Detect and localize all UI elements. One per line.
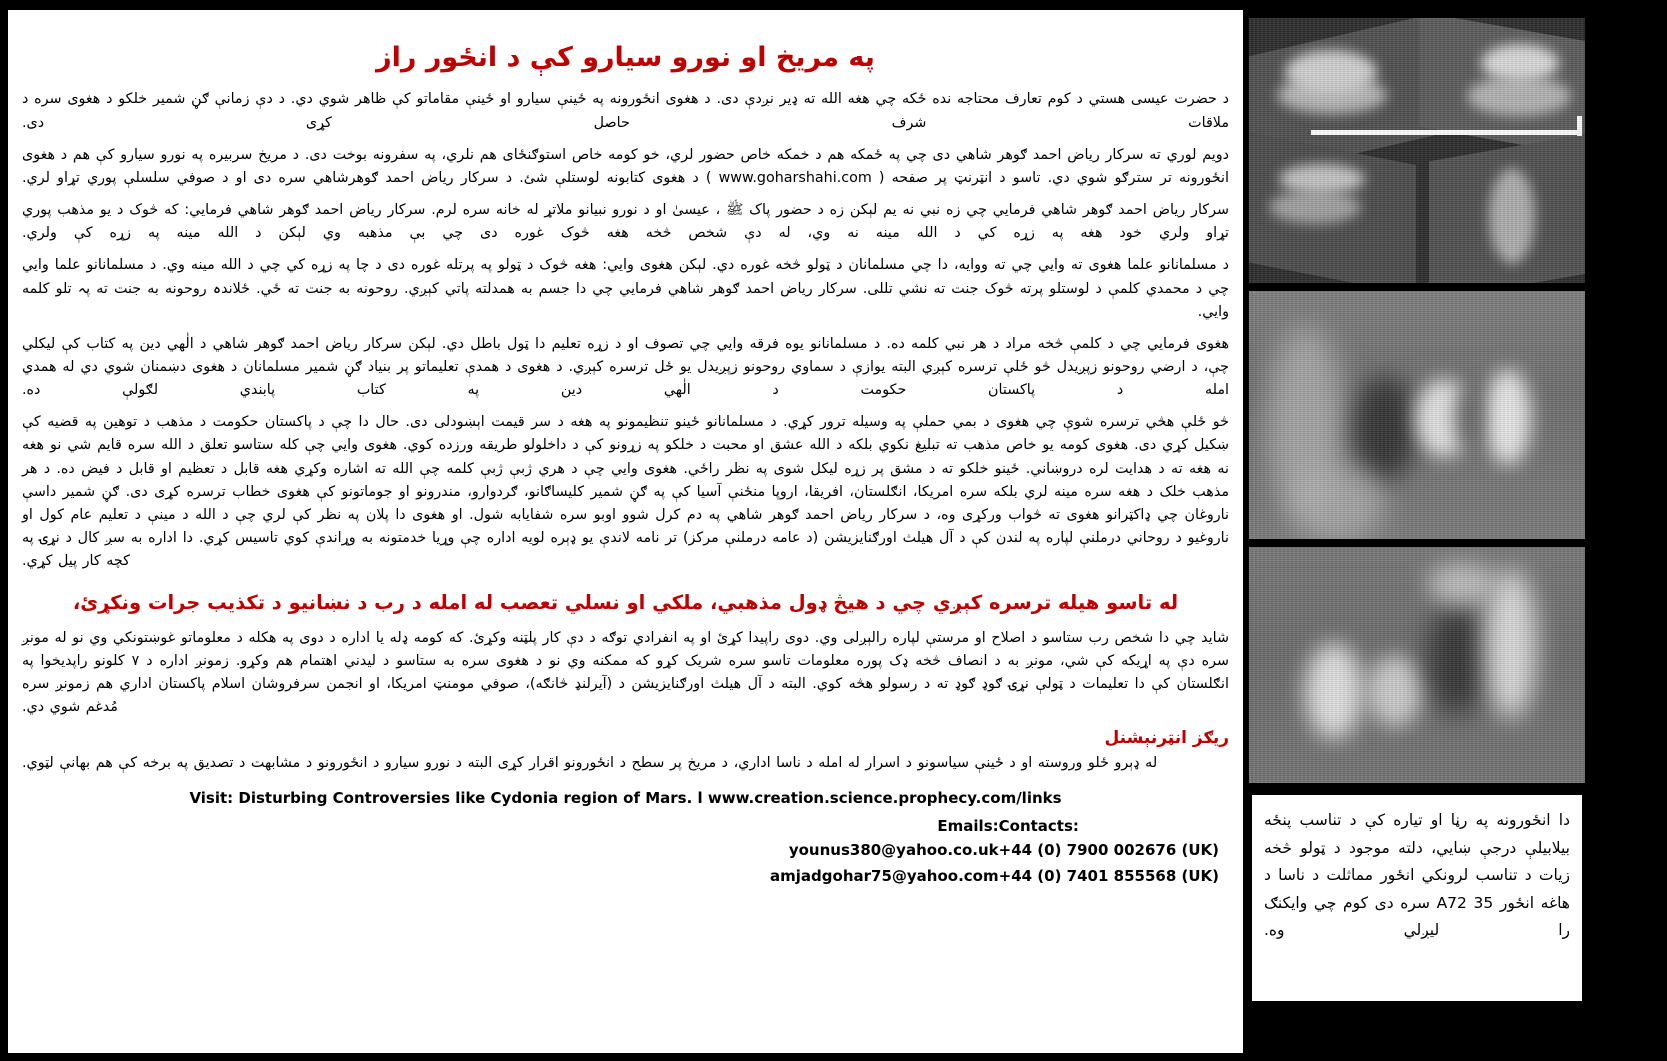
contact-row-2: [770, 863, 1219, 889]
contact-row-1: [770, 837, 1219, 863]
document-column: [8, 10, 1243, 1053]
paragraph-after-heading: شايد چي دا شخص رب ستاسو د اصلاح او مرستې لپاره رالېږلی وي. دوی راپيدا کړئ او په انفرادي توګه د دې کار پلټنه وکړئ. که کومه ډله يا اداره د دوی په هکله د معلوماتو غوښتونکي وي نو له مونږ سره دې په اړيکه کې شي، مونږ به د انصاف څخه ډک پوره معلومات تاسو سره شريک کړو که ممکنه وي نو د هغوی سره به ستاسو د ليدني اهتمام هم وکړو. زمونږ اداره د ۷ کلونو راپديخوا په انګلستان کې دا تعليمات د ټولې نړۍ ګوډ ګوډ ته د رسولو هڅه کوي. البته د آل هيلث اورګنايزيشن د (آيرلنډ څانګه)، صوفي مومنټ امريکا، او انجمن سرفروشان اسلام پاکستان اداري هم زمونږ سره مُدغم شوي دي.: [22, 629, 1229, 716]
email-value-2[interactable]: amjadgohar75@yahoo.com: [770, 867, 999, 886]
phone-value-2: +44 (0) 7401 855568 (UK): [998, 867, 1219, 886]
red-heading: له تاسو هيله ترسره کېږي چي د هيڅ ډول مذهبي، ملکي او نسلي تعصب له امله د رب د نښانيو د تکذيب جرات ونکړئ،: [72, 591, 1179, 615]
contact-table: [770, 813, 1219, 889]
email-value-1[interactable]: younus380@yahoo.co.uk: [788, 841, 999, 860]
mars-face-photo-2: [1249, 547, 1585, 783]
emails-column-header: Emails:: [937, 817, 999, 836]
image-rail: [1249, 8, 1661, 1053]
contacts-column-header: Contacts:: [998, 817, 1079, 836]
final-paragraph: له ډېرو ځلو وروسته او د ځينې سياسونو د اسرار له امله د ناسا اداري، د مريخ پر سطح د انځورونو اقرار کړی البته د نورو سيارو د انځورونو د مشابهت د تصديق په برخه کې هم بهانې لټوي.: [22, 755, 1158, 772]
contact-table-header-row: [770, 813, 1219, 837]
page-title: په مريخ او نورو سيارو کې د انځور راز: [376, 42, 875, 73]
phone-value-1: +44 (0) 7900 002676 (UK): [998, 841, 1219, 860]
visit-link-line[interactable]: Visit: Disturbing Controversies like Cydonia region of Mars. l www.creation.science.prophecy.com/links: [189, 789, 1062, 808]
paragraph-3: سرکار رياض احمد ګوهر شاهي فرمايي چي زه نبي نه يم لېکن زه د حضور پاک ﷺ ، عيسىٰ او د نورو نبيانو ملاتړ له خانه سره لرم. سرکار رياض احمد ګوهر شاهي فرمايي: که څوک د يو مذهب پوري تړاو ولري خود هغه په زړه کي د الله مينه نه وي، له دې شخص څخه هغه څوک غوره دی چي بې مذهبه وي لېکن د الله مينه په زړه کې ولري.: [22, 202, 1229, 242]
mars-face-photo-1: [1249, 291, 1585, 539]
paragraph-2: دويم لوري ته سرکار رياض احمد ګوهر شاهي دی چي په ځمکه هم د خمکه خاص حضور لري، خو کومه خاص استوګنځای هم نلري، په سفرونه بوخت دی. د مريخ سربيره په نورو سيارو کې هم د هغوی انځورونه تر سترګو شوي دي. تاسو د انټرنټ پر صفحه ( www.goharshahi.com ) د هغوی کتابونه لوستلې شئ. د سرکار رياض احمد ګوهرشاهي سره دی او د صوفي سلسلې پوري تړاو لري.: [22, 146, 1229, 186]
paragraph-6: څو ځلې هڅي ترسره شوې چي هغوی د بمي حملې په وسيله ترور کړي. د مسلمانانو ځينو تنظيمونو په هغه د سر قيمت اېښودلی دی. حال دا چې د پاکستان حکومت د مذهب د توهين په قضيه کې ښکيل کړي دی. هغوی کومه يو خاص مذهب ته تبليغ نکوي بلکه د الله عشق او محبت د خلکو په زړونو کې د داخلولو طريقه ورزده کوي. هغوی وايي چې کله ستاسو تعلق د الله سره قايم شي نو هغه نه هغه ته د هدايت لره دروښاني. ځينو خلکو ته د مشق پر زړه ليکل شوی په نظر راځي. هغوی وايي چې د هري ژبې ژبې کلمه چې الله ته اشاره وکړي هغه قابل د تعظيم او قابل د فيض ده. د هر مذهب خلک د هغه سره مينه لري بلکه سره امريکا، انګلستان، افريقا، اروپا منځنې آسيا کې په ګڼ شمير کليساګانو، ګردوارو، مندرونو او جوماتونو کې هغوی خطاب ترسره کړی دی. ګڼ شمير داسې ناروغان چي ډاکټرانو هغوی ته څواب ورکړی وه، د سرکار رياض احمد ګوهر شاهي په دم کرل شوو اوبو سره شفايابه شول. او هغوی دا پلان په نظر کې لري چې د الله د مينې د تعليم عام کول او ناروغيو د روحاني درملنې لپاره په لندن کې د آل هيلث اورګنايزيشن (د عامه درملنې مرکز) تر نامه لاندې يو ډېره لويه اداره چې وړيا خدمتونه به وړاندې کوي تاسيس کړي. دا اداره به سږ کال د نړۍ په کچه کار پيل کړي.: [22, 414, 1229, 570]
caption-box: [1249, 792, 1585, 1004]
red-subheading: ريګز انټرنېشنل: [1104, 728, 1229, 749]
paragraph-5: هغوی فرمايي چي د کلمې څخه مراد د هر نبي کلمه ده. د مسلمانانو يوه فرقه وايي چي تصوف او د زړه تعليم دا ټول باطل دي. لېکن سرکار رياض احمد ګوهر شاهي د الٰهي دين په کتاب کې ليکلي چې، د ارضي روحونو زپږيدل څو ځلې ترسره کېږي البته يوازې د سماوي روحونو زپږيدل يو ځل ترسره کېږي. د هغوی د همدې تعليماتو پر بنياد ګڼ شمير مسلمانان د هغوی دښمنان شوي دي له همدي امله د پاکستان حکومت د الٰهي دين په کتاب پابندي لګولې ده.: [22, 335, 1229, 399]
paragraph-1: د حضرت عيسى هستي د کوم تعارف محتاجه نده ځکه چي هغه الله ته ډير نږدې دی. د هغوی انځورونه په ځينې سيارو او ځينې مقاماتو کې ظاهر شوي دي. د دې زمانې ګڼ شمير خلکو د هغوی سره د ملاقات شرف حاصل کړی دی.: [22, 91, 1229, 131]
contact-block: [22, 813, 1229, 889]
paragraph-4: د مسلمانانو علما هغوی ته وايي چي ته ووايه، دا چي مسلمانان د ټولو څخه غوره دي. لېکن هغوی وايي: هغه څوک د ټولو په پرتله غوره دی د چا په زړه کي چي د الله مينه وي. د مسلمانانو علما وايي چي د محمدي کلمې د لوستلو پرته څوک جنت ته نشي تللی. سرکار رياض احمد ګوهر شاهي فرمايي چي دا جسم به همدلته پاتي کېږي. روحونه به جنت ته ځي. ځلاندہ روحونه به جنت ته پہ تلو کلمه وايي.: [22, 257, 1229, 320]
caption-text: دا انځورونه په رڼا او تياره کې د تناسب پنځه بيلابيلې درجې ښايي، دلته موجود د ټولو څخه زيات د تناسب لرونکي انځور مماثلت د ناسا د هاغه انځور 35 A72 سره دی کوم چي وايکنګ را ليږلي وه.: [1264, 811, 1570, 940]
mars-tiles-photo: [1249, 18, 1585, 283]
